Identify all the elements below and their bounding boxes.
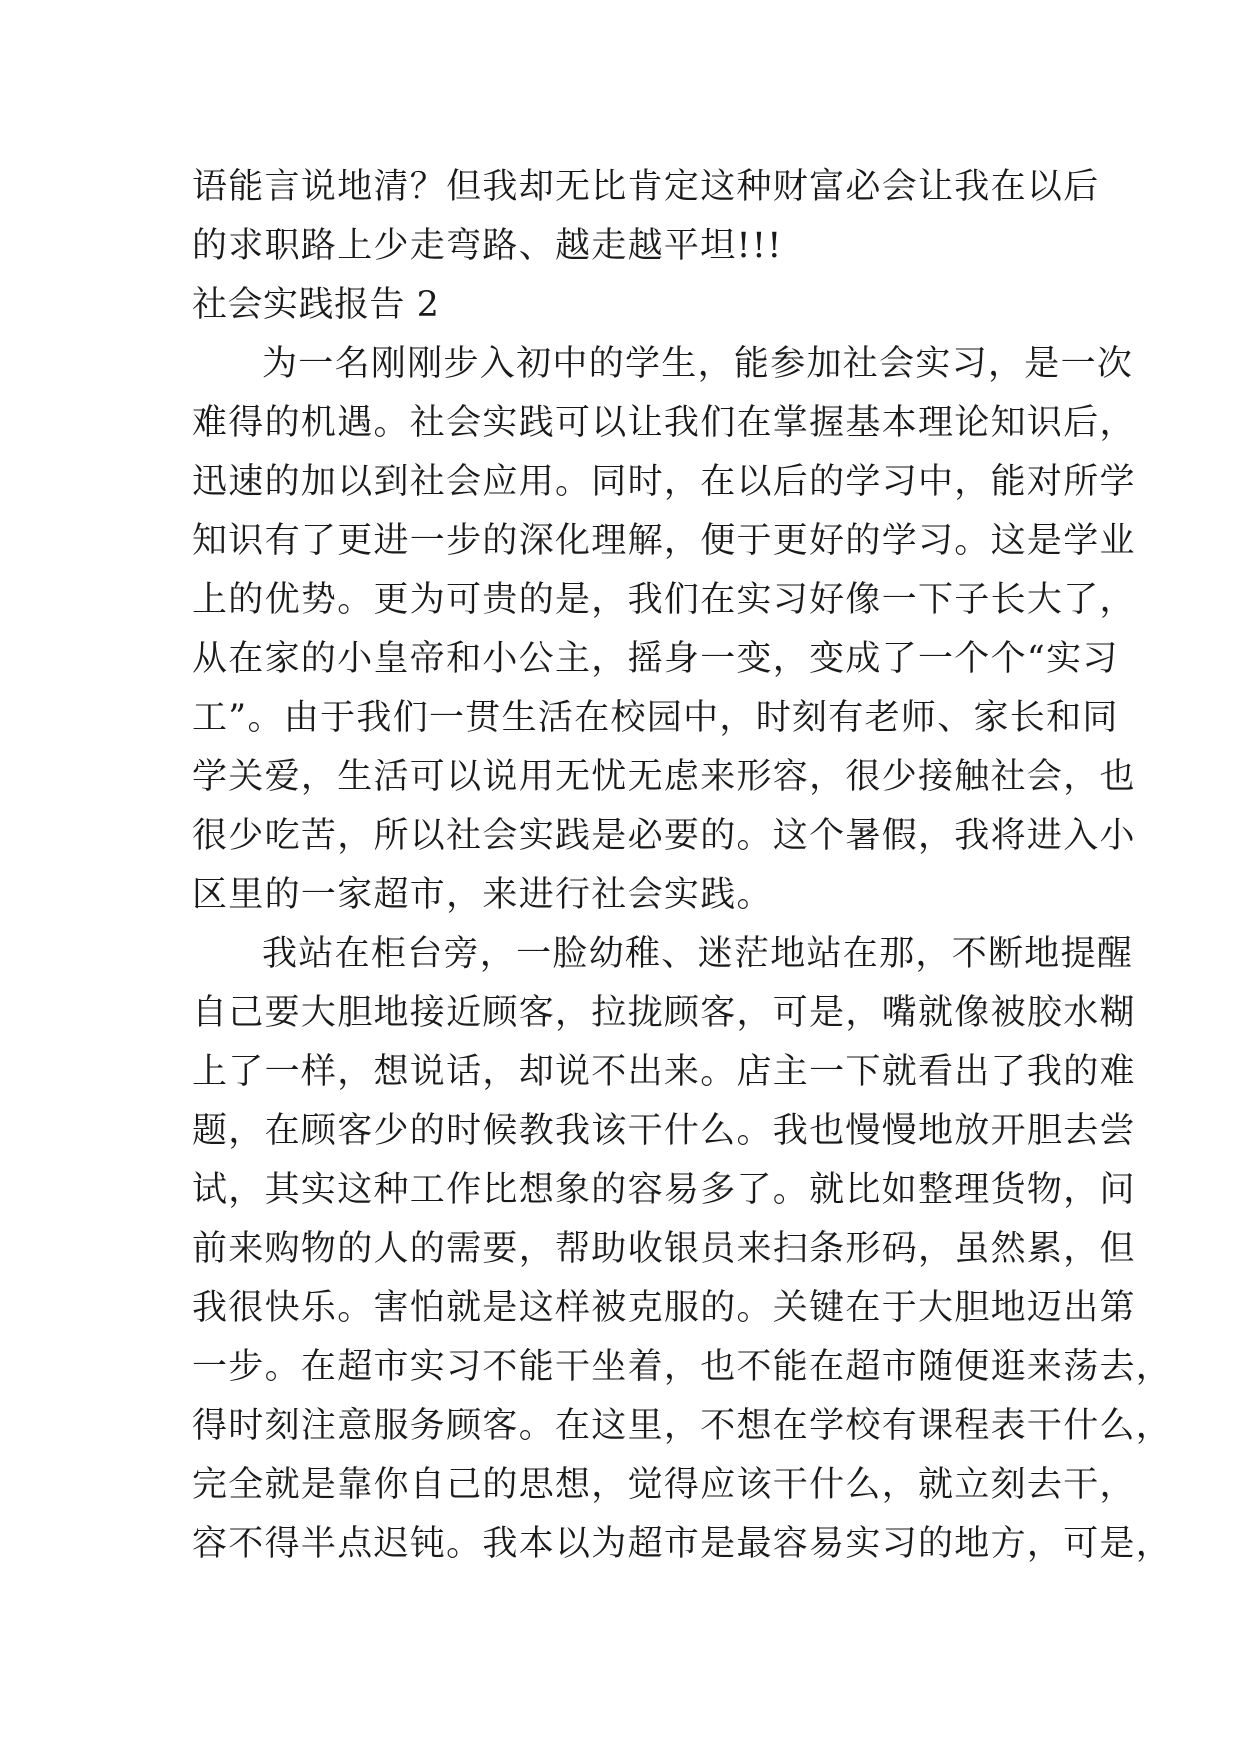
paragraph-line: 自己要大胆地接近顾客，拉拢顾客，可是，嘴就像被胶水糊 xyxy=(192,993,1136,1033)
paragraph-line: 学关爱，生活可以说用无忧无虑来形容，很少接触社会，也 xyxy=(192,757,1136,797)
paragraph-line: 我很快乐。害怕就是这样被克服的。关键在于大胆地迈出第 xyxy=(192,1288,1136,1328)
document-body xyxy=(192,158,1173,1574)
section-title: 社会实践报告 2 xyxy=(192,285,440,325)
paragraph-line: 上的优势。更为可贵的是，我们在实习好像一下子长大了， xyxy=(192,580,1136,620)
paragraph-line: 工”。由于我们一贯生活在校园中，时刻有老师、家长和同 xyxy=(192,698,1119,738)
paragraph-line: 容不得半点迟钝。我本以为超市是最容易实习的地方，可是， xyxy=(192,1524,1173,1564)
paragraph-line: 完全就是靠你自己的思想，觉得应该干什么，就立刻去干， xyxy=(192,1465,1136,1505)
paragraph-line: 区里的一家超市，来进行社会实践。 xyxy=(192,875,773,915)
paragraph-line: 迅速的加以到社会应用。同时，在以后的学习中，能对所学 xyxy=(192,462,1136,502)
intro-line: 的求职路上少走弯路、越走越平坦!!! xyxy=(192,226,783,266)
paragraph-line: 上了一样，想说话，却说不出来。店主一下就看出了我的难 xyxy=(192,1052,1136,1092)
paragraph-line: 知识有了更进一步的深化理解，便于更好的学习。这是学业 xyxy=(192,521,1136,561)
paragraph-line: 从在家的小皇帝和小公主，摇身一变，变成了一个个“实习 xyxy=(192,639,1119,679)
paragraph-line: 为一名刚刚步入初中的学生，能参加社会实习，是一次 xyxy=(262,344,1134,384)
paragraph-line: 一步。在超市实习不能干坐着，也不能在超市随便逛来荡去， xyxy=(192,1347,1173,1387)
intro-line: 语能言说地清？但我却无比肯定这种财富必会让我在以后 xyxy=(192,167,1100,207)
paragraph-line: 题，在顾客少的时候教我该干什么。我也慢慢地放开胆去尝 xyxy=(192,1111,1136,1151)
paragraph-line: 我站在柜台旁，一脸幼稚、迷茫地站在那，不断地提醒 xyxy=(262,934,1134,974)
paragraph-line: 前来购物的人的需要，帮助收银员来扫条形码，虽然累，但 xyxy=(192,1229,1136,1269)
paragraph-line: 得时刻注意服务顾客。在这里，不想在学校有课程表干什么， xyxy=(192,1406,1173,1446)
paragraph-line: 难得的机遇。社会实践可以让我们在掌握基本理论知识后， xyxy=(192,403,1136,443)
paragraph-line: 试，其实这种工作比想象的容易多了。就比如整理货物，问 xyxy=(192,1170,1136,1210)
paragraph-line: 很少吃苦，所以社会实践是必要的。这个暑假，我将进入小 xyxy=(192,816,1136,856)
